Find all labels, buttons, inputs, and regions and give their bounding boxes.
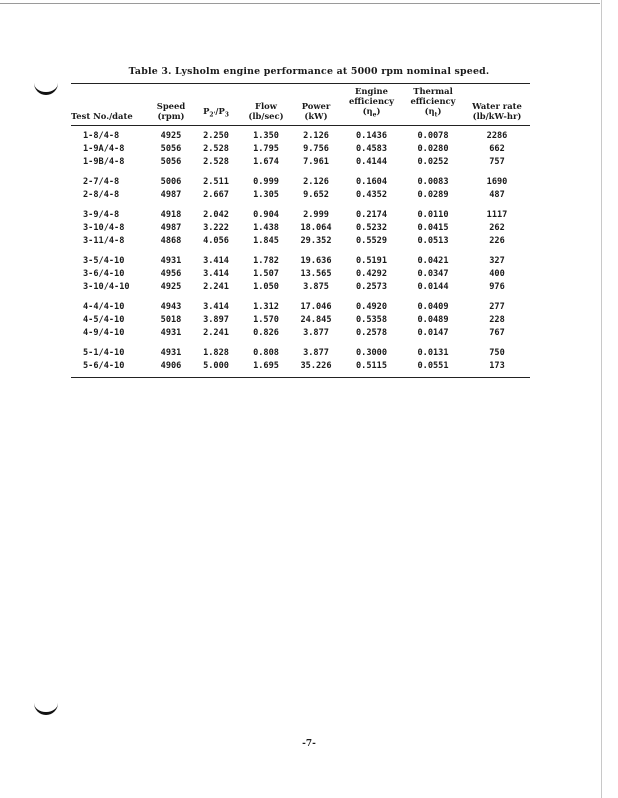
cell-flow: 1.782 (253, 255, 279, 266)
col-header-speed-line2: (rpm) (157, 110, 185, 121)
cell-test-no: 4-5/4-10 (83, 314, 125, 325)
cell-water-rate: 487 (489, 189, 505, 200)
col-header-power-line2: (kW) (304, 110, 328, 121)
cell-engine-efficiency: 0.2578 (355, 327, 388, 338)
table-row (71, 327, 530, 340)
thermal-eff-eta: (η (424, 106, 435, 116)
cell-speed: 4925 (160, 281, 182, 292)
table-row (71, 126, 530, 143)
cell-pressure-ratio: 2.528 (203, 156, 229, 167)
cell-flow: 1.674 (253, 156, 279, 167)
cell-test-no: 5-1/4-10 (83, 347, 125, 358)
col-header-test (71, 84, 151, 125)
cell-engine-efficiency: 0.3000 (355, 347, 388, 358)
cell-water-rate: 757 (489, 156, 505, 167)
cell-test-no: 3-9/4-8 (83, 209, 120, 220)
cell-engine-efficiency: 0.5529 (355, 235, 388, 246)
cell-power: 29.352 (300, 235, 332, 246)
table-row (71, 202, 530, 222)
table-row (71, 340, 530, 360)
cell-water-rate: 767 (489, 327, 505, 338)
col-header-engine-eff-line3 (341, 106, 402, 121)
cell-engine-efficiency: 0.4292 (355, 268, 388, 279)
ratio-p: P (203, 106, 210, 116)
table-row (71, 143, 530, 156)
table-row (71, 268, 530, 281)
cell-engine-efficiency: 0.1436 (355, 130, 388, 141)
col-header-speed (151, 84, 191, 125)
cell-test-no: 3-5/4-10 (83, 255, 125, 266)
col-header-engine-eff-line1: Engine (355, 86, 388, 96)
cell-speed: 4943 (160, 301, 182, 312)
cell-flow: 0.826 (253, 327, 279, 338)
cell-thermal-efficiency: 0.0110 (417, 209, 449, 220)
cell-test-no: 1-9B/4-8 (83, 156, 125, 167)
cell-test-no: 2-7/4-8 (83, 176, 120, 187)
cell-flow: 1.312 (253, 301, 279, 312)
table-row (71, 156, 530, 169)
cell-water-rate: 277 (489, 301, 505, 312)
table-row (71, 222, 530, 235)
cell-thermal-efficiency: 0.0131 (417, 347, 449, 358)
table-row (71, 248, 530, 268)
page-number: -7- (302, 739, 316, 749)
cell-test-no: 3-10/4-8 (83, 222, 125, 233)
cell-pressure-ratio: 2.667 (203, 189, 229, 200)
cell-pressure-ratio: 2.241 (203, 327, 229, 338)
col-header-engine-efficiency (341, 84, 402, 125)
cell-test-no: 5-6/4-10 (83, 360, 125, 371)
table-bottom-rule (71, 377, 530, 378)
cell-pressure-ratio: 2.250 (203, 130, 229, 141)
cell-speed: 5056 (160, 143, 182, 154)
cell-water-rate: 1690 (486, 176, 508, 187)
cell-water-rate: 262 (489, 222, 505, 233)
table-row (71, 294, 530, 314)
cell-power: 3.877 (303, 327, 329, 338)
cell-power: 2.126 (303, 176, 329, 187)
cell-water-rate: 400 (489, 268, 505, 279)
cell-water-rate: 327 (489, 255, 505, 266)
cell-speed: 4906 (160, 360, 182, 371)
cell-speed: 4931 (160, 327, 182, 338)
table-row (71, 360, 530, 377)
cell-water-rate: 662 (489, 143, 505, 154)
cell-flow: 1.845 (253, 235, 279, 246)
col-header-water-line2: (lb/kW-hr) (472, 110, 522, 121)
cell-thermal-efficiency: 0.0409 (417, 301, 449, 312)
engine-eff-close: ) (376, 106, 381, 116)
cell-power: 13.565 (300, 268, 332, 279)
cell-thermal-efficiency: 0.0144 (417, 281, 449, 292)
cell-water-rate: 750 (489, 347, 505, 358)
cell-test-no: 1-8/4-8 (83, 130, 120, 141)
cell-flow: 0.904 (253, 209, 279, 220)
ratio-sep: /P (215, 106, 225, 116)
cell-speed: 4931 (160, 347, 182, 358)
cell-power: 35.226 (300, 360, 332, 371)
engine-eff-sub: e (372, 111, 377, 119)
ratio-sub1: 2' (209, 111, 216, 119)
table-row (71, 189, 530, 202)
cell-water-rate: 1117 (486, 209, 508, 220)
cell-power: 7.961 (303, 156, 329, 167)
cell-thermal-efficiency: 0.0513 (417, 235, 449, 246)
cell-flow: 1.050 (253, 281, 279, 292)
cell-power: 9.756 (303, 143, 329, 154)
cell-speed: 4918 (160, 209, 182, 220)
cell-power: 9.652 (303, 189, 329, 200)
col-header-pressure-ratio (191, 84, 241, 125)
cell-flow: 1.305 (253, 189, 279, 200)
cell-power: 19.636 (300, 255, 332, 266)
cell-engine-efficiency: 0.4920 (355, 301, 388, 312)
cell-speed: 4956 (160, 268, 182, 279)
cell-flow: 0.999 (253, 176, 279, 187)
thermal-eff-close: ) (437, 106, 442, 116)
cell-thermal-efficiency: 0.0083 (417, 176, 449, 187)
col-header-thermal-eff-line2: efficiency (410, 96, 456, 106)
cell-engine-efficiency: 0.5232 (355, 222, 388, 233)
cell-engine-efficiency: 0.5191 (355, 255, 388, 266)
col-header-power-line1: Power (301, 100, 331, 111)
cell-power: 24.845 (300, 314, 332, 325)
cell-thermal-efficiency: 0.0489 (417, 314, 449, 325)
cell-test-no: 3-11/4-8 (83, 235, 125, 246)
cell-flow: 1.350 (253, 130, 279, 141)
col-header-engine-eff-line2: efficiency (348, 96, 395, 106)
col-header-power (291, 84, 341, 125)
performance-table (71, 83, 530, 378)
cell-engine-efficiency: 0.2174 (355, 209, 388, 220)
cell-pressure-ratio: 5.000 (203, 360, 229, 371)
table-row (71, 281, 530, 294)
cell-water-rate: 226 (489, 235, 505, 246)
col-header-flow-line1: Flow (255, 100, 277, 111)
cell-test-no: 4-9/4-10 (83, 327, 125, 338)
cell-thermal-efficiency: 0.0147 (417, 327, 449, 338)
cell-engine-efficiency: 0.5358 (355, 314, 388, 325)
cell-flow: 1.438 (253, 222, 279, 233)
cell-water-rate: 173 (489, 360, 505, 371)
cell-water-rate: 976 (489, 281, 505, 292)
cell-engine-efficiency: 0.4352 (355, 189, 388, 200)
binder-hole-mark-bottom (34, 700, 58, 715)
col-header-flow-line2: (lb/sec) (248, 110, 284, 121)
col-header-thermal-efficiency (402, 84, 464, 125)
cell-thermal-efficiency: 0.0280 (417, 143, 449, 154)
cell-pressure-ratio: 1.828 (203, 347, 229, 358)
cell-speed: 4868 (160, 235, 182, 246)
col-header-test-label: Test No./date (71, 110, 133, 121)
col-header-thermal-eff-line1: Thermal (413, 86, 453, 96)
cell-thermal-efficiency: 0.0551 (417, 360, 449, 371)
cell-thermal-efficiency: 0.0252 (417, 156, 449, 167)
cell-power: 3.877 (303, 347, 329, 358)
cell-power: 2.999 (303, 209, 329, 220)
cell-test-no: 4-4/4-10 (83, 301, 125, 312)
cell-power: 3.875 (303, 281, 329, 292)
cell-power: 18.064 (300, 222, 332, 233)
col-header-water-line1: Water rate (472, 100, 522, 111)
table-row (71, 235, 530, 248)
ratio-sub2: 3 (224, 111, 229, 119)
cell-speed: 5018 (160, 314, 182, 325)
cell-pressure-ratio: 3.414 (203, 268, 229, 279)
cell-pressure-ratio: 2.528 (203, 143, 229, 154)
cell-pressure-ratio: 4.056 (203, 235, 229, 246)
cell-test-no: 3-6/4-10 (83, 268, 125, 279)
header-row (71, 84, 530, 125)
cell-water-rate: 2286 (486, 130, 508, 141)
cell-thermal-efficiency: 0.0289 (417, 189, 449, 200)
cell-pressure-ratio: 2.042 (203, 209, 229, 220)
cell-pressure-ratio: 3.897 (203, 314, 229, 325)
cell-flow: 1.507 (253, 268, 279, 279)
table-row (71, 314, 530, 327)
cell-flow: 1.795 (253, 143, 279, 154)
cell-engine-efficiency: 0.4144 (355, 156, 388, 167)
cell-power: 2.126 (303, 130, 329, 141)
col-header-water-rate (464, 84, 530, 125)
cell-pressure-ratio: 2.511 (203, 176, 229, 187)
cell-test-no: 3-10/4-10 (83, 281, 130, 292)
cell-thermal-efficiency: 0.0421 (417, 255, 449, 266)
cell-pressure-ratio: 3.222 (203, 222, 229, 233)
cell-thermal-efficiency: 0.0415 (417, 222, 449, 233)
cell-engine-efficiency: 0.5115 (355, 360, 388, 371)
page-edge-line (601, 0, 602, 798)
col-header-flow (241, 84, 291, 125)
cell-engine-efficiency: 0.1604 (355, 176, 388, 187)
table-caption: Table 3. Lysholm engine performance at 5000 rpm nominal speed. (128, 66, 490, 77)
cell-flow: 1.570 (253, 314, 279, 325)
table-body (71, 126, 530, 377)
cell-speed: 5056 (160, 156, 182, 167)
cell-speed: 5006 (160, 176, 182, 187)
cell-speed: 4925 (160, 130, 182, 141)
cell-speed: 4931 (160, 255, 182, 266)
cell-water-rate: 228 (489, 314, 505, 325)
cell-power: 17.046 (300, 301, 332, 312)
cell-pressure-ratio: 3.414 (203, 255, 229, 266)
cell-test-no: 1-9A/4-8 (83, 143, 125, 154)
cell-speed: 4987 (160, 189, 182, 200)
cell-thermal-efficiency: 0.0347 (417, 268, 449, 279)
cell-flow: 0.808 (253, 347, 279, 358)
cell-pressure-ratio: 3.414 (203, 301, 229, 312)
cell-thermal-efficiency: 0.0078 (417, 130, 449, 141)
table-grid (71, 84, 530, 377)
engine-eff-eta: (η (362, 106, 373, 116)
col-header-thermal-eff-line3 (402, 106, 464, 121)
cell-engine-efficiency: 0.4583 (355, 143, 388, 154)
binder-hole-mark-top (34, 80, 58, 95)
col-header-speed-line1: Speed (156, 100, 186, 111)
cell-speed: 4987 (160, 222, 182, 233)
thermal-eff-sub: t (434, 111, 438, 119)
cell-engine-efficiency: 0.2573 (355, 281, 388, 292)
table-row (71, 169, 530, 189)
cell-flow: 1.695 (253, 360, 279, 371)
cell-pressure-ratio: 2.241 (203, 281, 229, 292)
cell-test-no: 2-8/4-8 (83, 189, 120, 200)
page-top-rule (0, 3, 600, 4)
